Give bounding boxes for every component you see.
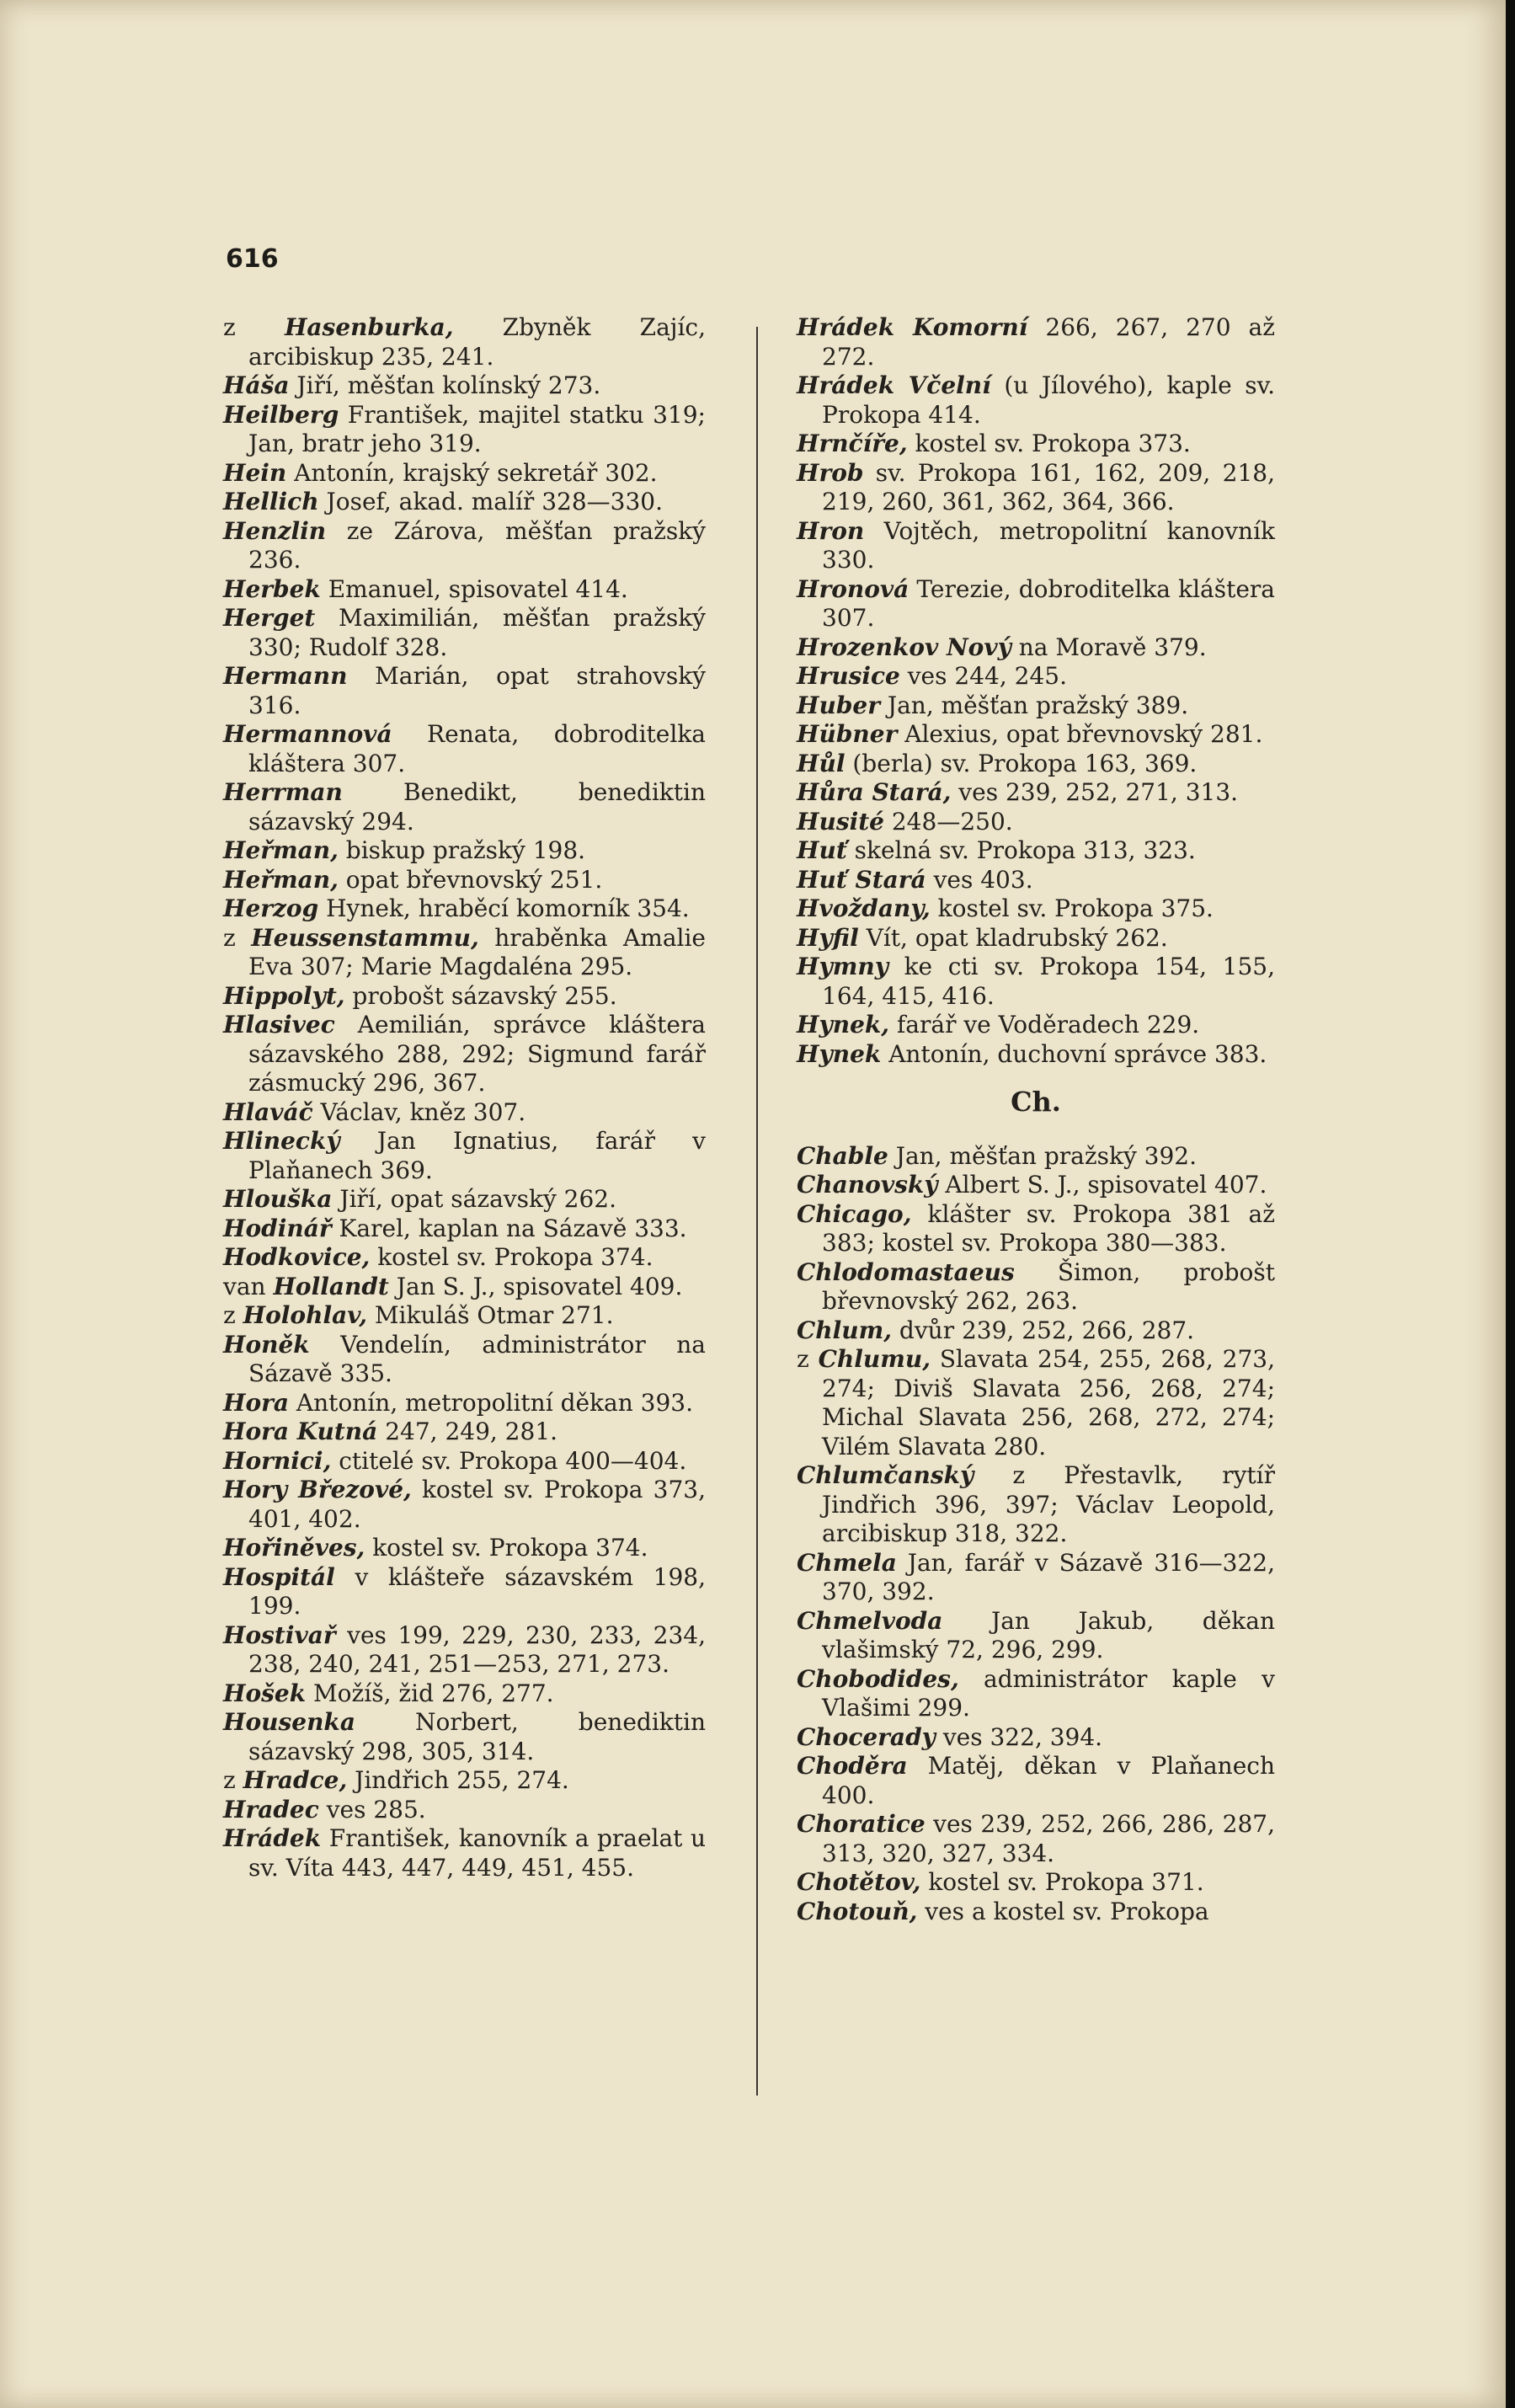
index-entry	[223, 1476, 706, 1534]
index-entry	[797, 575, 1275, 633]
index-entry	[223, 1215, 706, 1244]
entry-text: kostel sv. Prokopa 375.	[930, 894, 1214, 922]
entry-headword: Chotouň,	[797, 1897, 918, 1925]
entry-text: Hynek, hraběcí komorník 354.	[318, 894, 690, 922]
entry-headword: Choděra	[797, 1752, 908, 1780]
entry-headword: Hrozenkov Nový	[797, 633, 1011, 661]
entry-headword: Hlouška	[223, 1185, 333, 1213]
entry-text: Zbyněk Zajíc, arcibiskup 235, 241.	[248, 313, 706, 371]
index-entry	[223, 604, 706, 662]
entry-text: Maximilián, měšťan pražský 330; Rudolf 328.	[248, 604, 706, 661]
entry-headword: Holohlav,	[243, 1301, 367, 1329]
entry-headword: Hora Kutná	[223, 1418, 378, 1445]
entry-headword: Heussenstammu,	[251, 923, 479, 952]
index-entry	[223, 371, 706, 401]
entry-text: Renata, dobroditelka kláštera 307.	[248, 720, 706, 777]
index-entry	[797, 1316, 1275, 1346]
entry-text: Alexius, opat břevnovský 281.	[897, 720, 1263, 748]
entry-headword: Hospitál	[223, 1562, 335, 1591]
index-entry	[797, 1868, 1275, 1898]
entry-headword: Hvoždany,	[797, 894, 931, 922]
entry-text: Benedikt, benediktin sázavský 294.	[248, 778, 706, 836]
index-entry	[797, 313, 1275, 371]
entry-text: Antonín, duchovní správce 383.	[881, 1039, 1267, 1068]
entry-text: Mikuláš Otmar 271.	[366, 1301, 614, 1329]
entry-text: (berla) sv. Prokopa 163, 369.	[845, 749, 1198, 777]
entry-text: Jiří, opat sázavský 262.	[332, 1185, 617, 1213]
entry-prefix: van	[223, 1272, 274, 1300]
entry-headword: Hory Březové,	[223, 1476, 412, 1503]
entry-text: kostel sv. Prokopa 374.	[365, 1534, 648, 1562]
index-entry	[223, 1447, 706, 1476]
index-entry	[797, 866, 1275, 895]
entry-headword: Chlodomastaeus	[797, 1257, 1015, 1286]
entry-headword: Chanovský	[797, 1171, 938, 1199]
entry-headword: Hellich	[223, 488, 319, 515]
index-entry	[223, 575, 706, 605]
entry-text: ves 403.	[926, 865, 1033, 894]
entry-text: Václav, kněz 307.	[312, 1097, 526, 1126]
entry-text: ze Zárova, měšťan pražský 236.	[248, 516, 706, 574]
index-entry	[223, 982, 706, 1012]
entry-text: Terezie, dobroditelka kláštera 307.	[822, 574, 1275, 632]
entry-text: Norbert, benediktin sázavský 298, 305, 314.	[248, 1708, 706, 1765]
entry-headword: Heilberg	[223, 400, 339, 429]
entry-text: dvůr 239, 252, 266, 287.	[892, 1316, 1195, 1344]
entry-text: probošt sázavský 255.	[344, 981, 617, 1010]
entry-text: ves 239, 252, 271, 313.	[951, 778, 1239, 806]
index-entry	[223, 866, 706, 895]
entry-headword: Hodinář	[223, 1214, 332, 1242]
entry-headword: Huber	[797, 691, 880, 719]
index-entry	[223, 1011, 706, 1098]
entry-text: František, kanovník a praelat u sv. Víta 443, 447, 449, 451, 455.	[248, 1824, 706, 1882]
entry-prefix: z	[223, 1301, 243, 1329]
index-entry	[223, 517, 706, 575]
entry-headword: Husité	[797, 807, 884, 836]
index-entry	[223, 1824, 706, 1882]
entry-text: sv. Prokopa 161, 162, 209, 218, 219, 260, 361, 362, 364, 366.	[822, 458, 1275, 515]
index-entry	[797, 1752, 1275, 1810]
index-entry	[797, 894, 1275, 924]
entry-text: ves 199, 229, 230, 233, 234, 238, 240, 241, 251—253, 271, 273.	[248, 1620, 706, 1678]
index-entry	[223, 1418, 706, 1447]
index-entry	[797, 517, 1275, 575]
entry-headword: Heřman,	[223, 836, 339, 864]
section-heading-ch: Ch.	[1011, 1086, 1061, 1118]
entry-text: 266, 267, 270 až 272.	[822, 313, 1275, 371]
entry-headword: Chlum,	[797, 1316, 893, 1344]
entry-headword: Chicago,	[797, 1199, 912, 1228]
entry-headword: Henzlin	[223, 516, 327, 545]
index-entry	[223, 488, 706, 517]
entry-headword: Choratice	[797, 1810, 926, 1838]
index-column-right	[797, 313, 1275, 1926]
index-entry	[797, 1607, 1275, 1665]
index-entry	[797, 750, 1275, 779]
entry-headword: Hradec	[223, 1795, 319, 1823]
index-entry	[797, 662, 1275, 691]
entry-headword: Hlinecký	[223, 1127, 340, 1155]
index-entry	[223, 1185, 706, 1215]
entry-headword: Hodkovice,	[223, 1243, 371, 1271]
entry-text: Slavata 254, 255, 268, 273, 274; Diviš Slavata 256, 268, 274; Michal Slavata 256, 268, 272, 274; Vilém Slavata 280.	[822, 1345, 1275, 1460]
entry-text: Antonín, metropolitní děkan 393.	[289, 1388, 693, 1417]
page-number: 616	[226, 244, 279, 274]
entry-text: Josef, akad. malíř 328—330.	[318, 488, 663, 515]
index-entry	[797, 1665, 1275, 1723]
entry-text: Matěj, děkan v Plaňanech 400.	[822, 1752, 1275, 1809]
index-entry	[797, 1898, 1275, 1927]
entry-headword: Chlumčanský	[797, 1461, 974, 1489]
entry-text: z Přestavlk, rytíř Jindřich 396, 397; Václav Leopold, arcibiskup 318, 322.	[822, 1461, 1275, 1547]
entry-headword: Honěk	[223, 1330, 310, 1359]
entry-headword: Hollandt	[273, 1272, 389, 1300]
entry-headword: Hermannová	[223, 720, 392, 748]
index-entry	[223, 1127, 706, 1185]
index-entry	[223, 662, 706, 720]
index-entry	[797, 1723, 1275, 1753]
entry-headword: Hasenburka,	[284, 313, 454, 341]
entry-prefix: z	[223, 1766, 243, 1794]
entry-headword: Háša	[223, 371, 290, 399]
index-entry	[223, 1766, 706, 1796]
entry-headword: Hůra Stará,	[797, 778, 952, 806]
entry-headword: Hein	[223, 458, 287, 487]
entry-headword: Heřman,	[223, 865, 339, 894]
index-entry	[223, 1273, 706, 1302]
index-entry	[797, 1171, 1275, 1200]
entry-headword: Herget	[223, 604, 316, 632]
index-entry	[797, 633, 1275, 663]
entry-headword: Hrádek Včelní	[797, 371, 991, 399]
entry-headword: Herzog	[223, 894, 319, 922]
column-divider	[756, 327, 758, 2096]
entry-text: (u Jílového), kaple sv. Prokopa 414.	[822, 371, 1275, 429]
index-entry	[223, 1098, 706, 1128]
entry-text: Karel, kaplan na Sázavě 333.	[331, 1214, 687, 1242]
entry-text: Albert S. J., spisovatel 407.	[937, 1171, 1267, 1199]
entry-headword: Hradce,	[243, 1766, 348, 1794]
entry-headword: Hübner	[797, 720, 898, 748]
index-entry	[797, 1200, 1275, 1258]
entry-text: Jiří, měšťan kolínský 273.	[289, 371, 601, 399]
entry-headword: Hořiněves,	[223, 1534, 365, 1562]
entry-text: 247, 249, 281.	[377, 1418, 558, 1445]
entry-text: hraběnka Amalie Eva 307; Marie Magdaléna 295.	[248, 923, 707, 980]
index-entry	[223, 1796, 706, 1825]
entry-headword: Hrob	[797, 458, 864, 487]
entry-text: opat břevnovský 251.	[338, 865, 603, 894]
entry-headword: Hrnčíře,	[797, 430, 908, 457]
entry-text: Antonín, krajský sekretář 302.	[286, 458, 658, 487]
index-entry	[797, 1040, 1275, 1070]
index-entry	[797, 808, 1275, 837]
entry-headword: Hošek	[223, 1679, 307, 1707]
entry-headword: Hynek	[797, 1039, 882, 1068]
index-entry	[797, 836, 1275, 866]
index-entry	[223, 401, 706, 459]
entry-text: Jan Ignatius, farář v Plaňanech 369.	[248, 1127, 706, 1184]
index-entry	[223, 1243, 706, 1273]
entry-headword: Herrman	[223, 778, 343, 806]
index-entry	[223, 924, 706, 982]
entry-headword: Hron	[797, 516, 865, 545]
entry-text: Aemilián, správce kláštera sázavského 288, 292; Sigmund farář zásmucký 296, 367.	[248, 1011, 706, 1097]
entry-headword: Hornici,	[223, 1446, 332, 1475]
entry-text: kostel sv. Prokopa 373, 401, 402.	[248, 1476, 706, 1533]
entry-text: ves 239, 252, 266, 286, 287, 313, 320, 327, 334.	[822, 1810, 1275, 1867]
entry-headword: Chable	[797, 1141, 888, 1170]
index-entry	[797, 1142, 1275, 1172]
entry-text: Šimon, probošt břevnovský 262, 263.	[822, 1257, 1275, 1315]
entry-text: Jan, farář v Sázavě 316—322, 370, 392.	[822, 1548, 1275, 1605]
entry-headword: Hynek,	[797, 1011, 890, 1038]
index-entry	[797, 1549, 1275, 1607]
entry-text: Vendelín, administrátor na Sázavě 335.	[248, 1330, 706, 1387]
entry-text: ves 322, 394.	[935, 1722, 1103, 1751]
entry-text: kostel sv. Prokopa 373.	[907, 430, 1191, 457]
entry-headword: Chobodides,	[797, 1664, 959, 1693]
entry-text: biskup pražský 198.	[338, 836, 586, 864]
index-entry	[223, 1621, 706, 1679]
index-entry	[797, 1011, 1275, 1040]
entry-headword: Huť Stará	[797, 865, 926, 894]
index-entry	[223, 1679, 706, 1709]
entry-headword: Hymny	[797, 953, 888, 980]
entry-text: Jan, měšťan pražský 392.	[888, 1141, 1198, 1170]
entry-headword: Hermann	[223, 662, 348, 690]
index-entry	[797, 924, 1275, 953]
entry-headword: Hora	[223, 1388, 290, 1417]
entry-text: Vít, opat kladrubský 262.	[858, 923, 1168, 952]
entry-prefix: z	[797, 1345, 819, 1373]
entry-headword: Hostivař	[223, 1620, 336, 1649]
entry-text: Možíš, žid 276, 277.	[306, 1679, 554, 1707]
entry-text: František, majitel statku 319; Jan, bratr jeho 319.	[248, 400, 706, 457]
entry-headword: Hůl	[797, 749, 846, 777]
entry-headword: Huť	[797, 836, 847, 864]
entry-text: skelná sv. Prokopa 313, 323.	[846, 836, 1196, 864]
entry-headword: Chmelvoda	[797, 1606, 943, 1635]
entry-prefix: z	[223, 923, 252, 952]
entry-text: na Moravě 379.	[1011, 633, 1207, 661]
index-entry	[223, 459, 706, 489]
index-entry	[223, 1301, 706, 1331]
entry-headword: Hrádek Komorní	[797, 313, 1028, 341]
entry-prefix: z	[223, 313, 285, 341]
entry-headword: Hlaváč	[223, 1097, 313, 1126]
entry-text: 248—250.	[883, 807, 1013, 836]
entry-headword: Hlasivec	[223, 1011, 335, 1038]
entry-headword: Chlumu,	[818, 1345, 931, 1373]
index-entry	[797, 1461, 1275, 1549]
entry-headword: Hrusice	[797, 662, 900, 690]
entry-headword: Housenka	[223, 1708, 355, 1736]
entry-text: Jan Jakub, děkan vlašimský 72, 296, 299.	[822, 1606, 1275, 1663]
entry-text: v klášteře sázavském 198, 199.	[248, 1562, 706, 1620]
entry-text: Jan S. J., spisovatel 409.	[388, 1272, 683, 1300]
entry-text: ke cti sv. Prokopa 154, 155, 164, 415, 416.	[822, 953, 1275, 1010]
index-entry	[797, 1345, 1275, 1461]
index-entry	[797, 459, 1275, 517]
index-entry	[797, 953, 1275, 1011]
entry-text: Jan, měšťan pražský 389.	[879, 691, 1189, 719]
index-entry	[223, 1534, 706, 1563]
entry-headword: Hyfil	[797, 923, 859, 952]
entry-text: Jindřich 255, 274.	[347, 1766, 569, 1794]
index-entry	[223, 313, 706, 371]
entry-headword: Hrádek	[223, 1824, 322, 1852]
entry-text: ves 244, 245.	[899, 662, 1067, 690]
entry-text: ctitelé sv. Prokopa 400—404.	[331, 1446, 687, 1475]
index-entry	[223, 1389, 706, 1418]
entry-text: ves 285.	[318, 1795, 426, 1823]
entry-headword: Hronová	[797, 574, 910, 603]
entry-headword: Chotětov,	[797, 1868, 921, 1896]
entry-text: ves a kostel sv. Prokopa	[917, 1897, 1209, 1925]
index-column-left	[223, 313, 706, 1882]
index-entry	[223, 720, 706, 778]
entry-headword: Herbek	[223, 574, 321, 603]
index-entry	[797, 691, 1275, 721]
entry-text: Vojtěch, metropolitní kanovník 330.	[822, 516, 1275, 574]
entry-text: Emanuel, spisovatel 414.	[320, 574, 628, 603]
entry-text: Marián, opat strahovský 316.	[248, 662, 706, 719]
index-entry	[797, 1258, 1275, 1316]
entry-text: administrátor kaple v Vlašimi 299.	[822, 1664, 1275, 1722]
index-entry	[223, 1708, 706, 1766]
index-entry	[797, 1810, 1275, 1868]
index-entry	[797, 720, 1275, 750]
entry-text: kostel sv. Prokopa 371.	[920, 1868, 1204, 1896]
index-entry	[223, 894, 706, 924]
entry-headword: Chocerady	[797, 1722, 936, 1751]
index-entry	[797, 778, 1275, 808]
index-entry	[797, 430, 1275, 459]
index-entry	[223, 1563, 706, 1621]
index-entry	[797, 371, 1275, 430]
index-entry	[223, 836, 706, 866]
entry-text: klášter sv. Prokopa 381 až 383; kostel sv. Prokopa 380—383.	[822, 1199, 1275, 1257]
entry-headword: Chmela	[797, 1548, 897, 1577]
index-entry	[223, 1331, 706, 1389]
index-entry	[223, 778, 706, 836]
entry-text: kostel sv. Prokopa 374.	[370, 1243, 653, 1271]
entry-headword: Hippolyt,	[223, 981, 345, 1010]
entry-text: farář ve Voděradech 229.	[889, 1011, 1200, 1038]
